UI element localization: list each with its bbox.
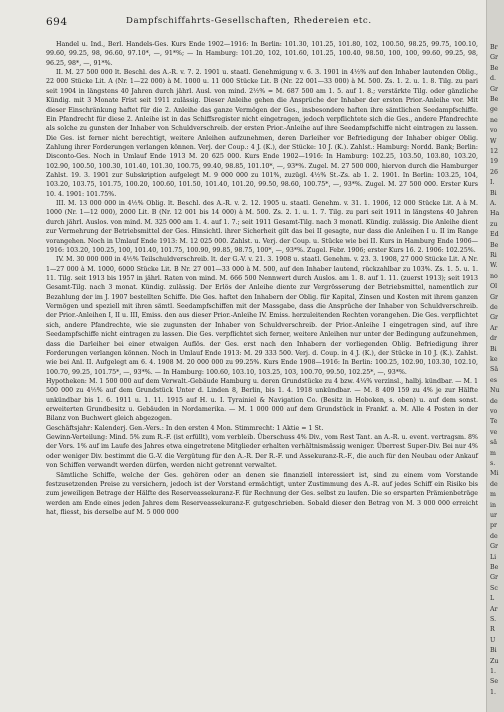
adjacent-page-fragment: ge [490, 106, 498, 114]
adjacent-page-fragment: Ri [490, 252, 497, 259]
page-header [46, 16, 476, 30]
adjacent-page-fragment: Ed [490, 231, 499, 239]
adjacent-page-fragment: zu [490, 220, 498, 228]
adjacent-page-fragment: Ha [490, 210, 500, 218]
adjacent-page-fragment: Gr [490, 574, 499, 582]
adjacent-page-fragment: Ar [490, 605, 498, 613]
adjacent-page-fragment: Br [490, 44, 498, 51]
adjacent-page-fragment: ur [490, 512, 498, 519]
adjacent-page-fragment: Mi [490, 470, 499, 478]
adjacent-page-fragment: Zu [490, 657, 499, 665]
adjacent-page-fragment: Gr [490, 543, 499, 551]
adjacent-page-fragment: Bi [490, 647, 497, 655]
page-number: 694 [46, 16, 68, 28]
adjacent-page-fragment: ve [490, 428, 498, 436]
adjacent-page-fragment: S. [490, 616, 497, 623]
adjacent-page-fragment: 19 [490, 158, 499, 166]
adjacent-page-fragment: Se [490, 678, 499, 686]
adjacent-page-fragment: A. [490, 200, 497, 207]
adjacent-page-fragment: ke [490, 356, 498, 363]
adjacent-page-fragment: Gr [490, 293, 499, 301]
adjacent-page-fragment: de [490, 397, 498, 405]
adjacent-page-fragment: m [490, 449, 496, 457]
adjacent-page-edge [486, 0, 504, 712]
adjacent-page-fragment: Be [490, 564, 499, 571]
running-title: Dampfschiffahrts-Gesellschaften, Rhedereien etc. [126, 16, 372, 26]
adjacent-page-fragment: m [490, 491, 496, 499]
adjacent-page-fragment: R [490, 626, 495, 634]
adjacent-page-fragment: Te [490, 418, 498, 426]
adjacent-page-fragment: U [490, 636, 496, 644]
adjacent-page-fragment: W [490, 137, 497, 145]
adjacent-page-fragment: es [490, 376, 497, 384]
paragraph-anleihe-iii: III. M. 13 000 000 in 4½% Oblig. lt. Beschl. des A.-R. v. 2. 12. 1905 u. staatl. Genehm. v. 31. 1. 1906, 12 000 Stücke Lit. A à M. 1000 (Nr. 1—12 000), 2000 Lit. B (Nr. 12 001 bis 14 000) à M. 500. Zs. 2. 1. u. 1. 7. Tilg. zu pari seit 1911 in längstens 40 Jahren durch jährl. Auslos. von mind. M. 325 000 am 1. 4. auf 1. 7.; seit 1911 Gesamt-Tilg. nach 3 monatl. Kündig. zulässig. Die Anleihe dient zur Vermehrung der Betriebsmittel der Ges. Hinsichtl. ihrer Sicherheit gilt das bei II gesagte, nur dass die Anleihen I u. II im Range vorangehen. Noch in Umlauf Ende 1913: M. 12 025 000. Zahlst. u. Verj. der Coup. u. Stücke wie bei II. Kurs in Hamburg Ende 1906—1916: 103.20, 100.25, 100, 101.40, 101.75, 100.90, 99.85, 98.75, 100*, —, 93*%. Zugel. Febr. 1906; erster Kurs 16. 2. 1906: 102.25%. [46, 200, 478, 254]
adjacent-page-fragment: vo [490, 127, 498, 135]
paragraph-anleihe-ii: II. M. 27 500 000 lt. Beschl. des A.-R. v. 7. 2. 1901 u. staatl. Genehmigung v. 6. 3. 1901 in 4½% auf den Inhaber lautenden Oblig., 22 000 Stücke Lit. A (Nr. 1—22 000) à M. 1000 u. 11 000 Stücke Lit. B (Nr. 22 001—33 000) à M. 500. Zs. 1. 2. u. 1. 8. Tilg. zu pari seit 1904 in längstens 40 Jahren durch jährl. Ausl. von mind. 2½% = M. 687 500 am 1. 5. auf 1. 8.; verstärkte Tilg. oder gänzliche Kündig. mit 3 Monate Frist seit 1911 zulässig. Dieser Anleihe gehen die Ansprüche der Inhaber der ersten Prior.-Anleihe vor. Mit dieser Einschränkung haftet für die 2. Anleihe das ganze Vermögen der Ges., insbesondere haften ihre sämtlichen Seedampfschiffe. Ein Pfandrecht für diese 2. Anleihe ist in das Schiffsregister nicht eingetragen, jedoch verpflichtete sich die Ges., andere Pfandrechte als solche zu gunsten der Inhaber von Schuldverschreib. der ersten Prior.-Anleihe auf ihre Seedampfschiffe nicht eintragen zu lassen. Die Ges. ist ferner nicht berechtigt, weitere Anleihen aufzunehmen, deren Darleiher vor Befriedigung der Inhaber obiger Oblig. Zahlung ihrer Forderungen verlangen können. Verj. der Coup.: 4 J. (K.), der Stücke: 10 J. (K.). Zahlst.: Hamburg: Nordd. Bank; Berlin: Disconto-Ges. Noch in Umlauf Ende 1913 M. 20 625 000. Kurs Ende 1902—1916: In Hamburg: 102.25, 103.50, 103.80, 103.20, 102.90, 100.50, 100.30, 101.40, 101.30, 100.75, 99.40, 98.85, 101.10*, —, 93*%. Zugel. M. 27 500 000, hiervon durch die Hamburger Zahlst. 19. 3. 1901 zur Subskription aufgelegt M. 9 000 000 zu 101%, zuzügl. 4½% St.-Zs. ab 1. 2. 1901. In Berlin: 103.25, 104, 103.20, 103.75, 101.75, 100.20, 100.60, 101.50, 101.40, 101.20, 99.50, 98.60, 100.75*, —, 93*%. Zugel. M. 27 500 000. Erster Kurs 10. 4. 1901: 101.75%. [46, 69, 478, 198]
paragraph-hypotheken: Hypotheken: M. 1 500 000 auf dem Verwalt.-Gebäude Hamburg u. deren Grundstücke zu 4 bzw. 4¼% verzinsl., halbj. kündbar. — M. 1 500 000 zu 4½% auf dem Grundstück Unter d. Linden 8, Berlin, bis 1. 4. 1918 unkündbar. — M. 8 409 159 zu 4% je zur Hälfte unkündbar bis 1. 6. 1911 u. 1. 11. 1915 auf H. u. I. Tyrainiel & Navigation Co. (Besitz in Hoboken, s. oben) u. auf dem sonst. erweiterten Grundbesitz u. Gebäuden in Nordamerika. — M. 1 000 000 auf dem Grundstück in Frankf. a. M. Alle 4 Posten in der Bilanz von Buchwert gleich abgezogen. [46, 377, 478, 423]
adjacent-page-fragment: W. [490, 262, 498, 270]
adjacent-page-fragment: Gr [490, 314, 499, 322]
adjacent-page-fragment: d. [490, 75, 497, 83]
adjacent-page-fragment: Sä [490, 366, 499, 374]
adjacent-page-fragment: Sc [490, 584, 498, 592]
adjacent-page-fragment: pr [490, 522, 498, 530]
adjacent-page-fragment: de [490, 532, 498, 540]
adjacent-page-fragment: Be [490, 64, 499, 72]
body-text [46, 40, 478, 517]
adjacent-page-fragment: Be [490, 96, 499, 103]
adjacent-page-fragment: Gr [490, 85, 499, 93]
paragraph-geschaeftsjahr: Geschäftsjahr: Kalenderj. Gen.-Vers.: In den ersten 4 Mon. Stimmrecht: 1 Aktie = 1 St. [46, 424, 324, 432]
adjacent-page-fragment: Li [490, 553, 497, 561]
adjacent-page-fragment: de [490, 304, 498, 311]
adjacent-page-fragment: ne [490, 116, 498, 124]
paragraph-gewinn-verteilung: Gewinn-Verteilung: Mind. 5% zum R.-F. (ist erfüllt), vom verbleib. Überschuss 4% Div., vom Rest Tant. an A.-R. u. event. vertragsm. 8% der Vors. 1% auf im Laufe des Jahres etwa eingetretene Mitglieder erhalten verhältnismässig weniger. Überrest Super-Div. Bei nur 4% oder weniger Div. bestimmt die G.-V. die Vergütung für den A.-R. Der R.-F. und Assekuranz-R.-F., die auch für den Neubau oder Ankauf von Schiffen verwandt werden dürfen, werden nicht getrennt verwaltet. [46, 434, 478, 470]
adjacent-page-fragment: Bi [490, 345, 497, 353]
adjacent-page-fragment: in [490, 501, 497, 509]
adjacent-page-fragment: vo [490, 408, 498, 415]
adjacent-page-fragment: Bi [490, 189, 497, 197]
paragraph-anleihe-iv: IV. M. 30 000 000 in 4½% Teilschuldverschreib. lt. der G.-V. v. 21. 3. 1908 u. staatl. Genehm. v. 23. 3. 1908, 27 000 Stücke Lit. A Nr. 1—27 000 à M. 1000, 6000 Stücke Lit. B Nr. 27 001—33 000 à M. 500, auf den Inhaber lautend, rückzahlbar zu 103%. Zs. 1. 5. u. 1. 11. Tilg. seit 1913 bis 1957 in jährl. Raten von mind. M. 666 500 Nennwert durch Auslos. am 1. 8. auf 1. 11. (zuerst 1913); seit 1913 Gesamt-Tilg. nach 3 monat. Kündig. zulässig. Der Erlös der Anleihe diente zur Vergrösserung der Betriebsmittel, namentlich zur Bezahlung der im J. 1907 bestellten Schiffe. Die Ges. haftet den Inhabern der Oblig. für Kapital, Zinsen und Kosten mit ihrem ganzen Vermögen und speziell mit ihren sämtl. Seedampfschiffen mit der Massgabe, dass die Ansprüche der Inhaber von Schuldverschreib. der Prior.-Anleihen I, II u. III, Emiss. den aus dieser Prior.-Anleihe IV. Emiss. herzuleitenden Rechten vorangehen. Die Ges. verpflichtet sich, andere Pfandrechte, wie sie zugunsten der Inhaber von Schuldverschreib. der Prior.-Anleihe I eingetragen sind, auf ihre Seedampfschiffe nicht eintragen zu lassen. Die Ges. verpflichtet sich ferner, weitere Anleihen nur unter der Bedingung aufzunehmen, dass die Darleiher bei einer etwaigen Auflös. der Ges. erst nach den Inhabern der vorliegenden Oblig. Befriedigung ihrer Forderungen verlangen können. Noch in Umlauf Ende 1913: M. 29 333 500. Verj. d. Coup. in 4 J. (K.), der Stücke in 10 J. (K.). Zahlst. wie bei Anl. II. Aufgelegt am 6. 4. 1908 M. 20 000 000 zu 99.25%. Kurs Ende 1908—1916: In Berlin: 100.25, 102.90, 103.30, 102.10, 100.70, 99.25, 101.75*, —, 93*%. — In Hamburg: 100.60, 103.10, 103.25, 103, 100.70, 99.50, 102.25*, —, 93*%. [46, 256, 478, 376]
adjacent-page-fragment: Nu [490, 387, 500, 395]
adjacent-page-fragment: L [490, 595, 495, 603]
adjacent-page-fragment: dr [490, 335, 498, 343]
adjacent-page-fragment: Be [490, 241, 499, 249]
adjacent-page-fragment: 12 [490, 148, 499, 155]
adjacent-page-fragment: I. [490, 179, 495, 187]
adjacent-page-fragment: 1. [490, 688, 497, 696]
adjacent-page-fragment: sä [490, 439, 497, 447]
adjacent-page-fragment: de [490, 480, 498, 488]
adjacent-page-fragment: no [490, 272, 498, 280]
adjacent-page-fragment: Ar [490, 324, 498, 332]
adjacent-page-fragment: s. [490, 460, 496, 467]
paragraph-kurs-anleihe-i: Handel u. Ind., Berl. Handels-Ges. Kurs Ende 1902—1916: In Berlin: 101.30, 101.25, 101.80, 102, 100.50, 98.25, 99.75, 100.10, 99.60, 99.25, 98, 96.60, 97.10*, —, 91*%; — In Hamburg: 101.20, 102, 101.60, 101.25, 100.40, 98.50, 100, 100, 99.60, 99.25, 98, 96.25, 98*, —, 91*%. [46, 41, 478, 67]
adjacent-page-fragment: Gr [490, 54, 499, 62]
adjacent-page-fragment: 1. [490, 668, 497, 675]
adjacent-page-fragment: 26 [490, 168, 499, 176]
paragraph-schiffsversicherung: Sämtliche Schiffe, welche der Ges. gehören oder an denen sie finanziell interessiert ist, sind zu einem vom Vorstande festzusetzenden Preise zu versichern, jedoch ist der Vorstand ermächtigt, unter Zustimmung des A.-R. auf jedes Schiff ein Risiko bis zum jeweiligen Betrage der Hälfte des Reserveassekuranz-F. für Rechnung der Ges. selbst zu laufen. Die so ersparten Prämienbeträge werden am Ende eines jeden Jahres dem Reserveassekuranz-F. gutgeschrieben. Sobald dieser den Betrag von M. 3 000 000 erreicht hat, fliesst, bis derselbe auf M. 5 000 000 [46, 471, 478, 516]
adjacent-page-fragment: Ol [490, 283, 498, 291]
